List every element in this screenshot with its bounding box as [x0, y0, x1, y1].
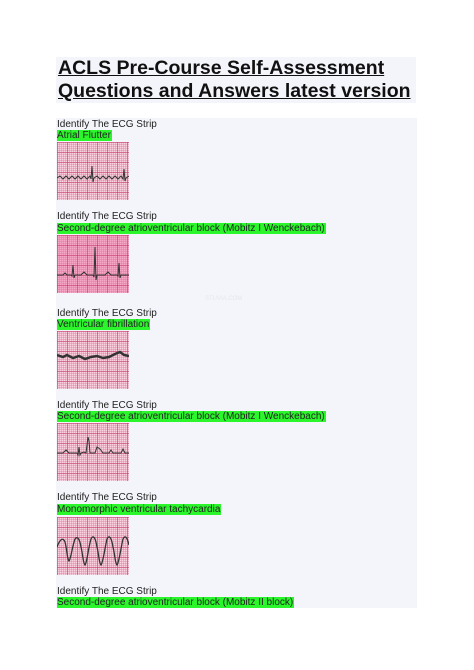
- answer-4: Second-degree atrioventricular block (Mobitz I Wenckebach): [57, 411, 325, 422]
- answer-5: Monomorphic ventricular tachycardia: [57, 504, 221, 515]
- question-prompt-3: Identify The ECG Strip: [57, 308, 157, 319]
- question-prompt-4: Identify The ECG Strip: [57, 400, 157, 411]
- ecg-atrial-flutter-icon: [57, 142, 129, 200]
- ecg-mobitz-1-icon: [57, 423, 129, 481]
- question-prompt-5: Identify The ECG Strip: [57, 492, 157, 503]
- watermark: STUVIA.COM: [205, 296, 243, 302]
- ecg-ventricular-tachycardia-icon: [57, 517, 129, 575]
- question-prompt-6: Identify The ECG Strip: [57, 586, 157, 597]
- ecg-mobitz-1-icon: [57, 235, 129, 293]
- answer-1: Atrial Flutter: [57, 130, 111, 141]
- question-prompt-2: Identify The ECG Strip: [57, 211, 157, 222]
- answer-3: Ventricular fibrillation: [57, 319, 150, 330]
- answer-2: Second-degree atrioventricular block (Mobitz I Wenckebach): [57, 223, 325, 234]
- ecg-ventricular-fibrillation-icon: [57, 331, 129, 389]
- page-title: ACLS Pre-Course Self-Assessment Questions and Answers latest version: [58, 57, 411, 102]
- question-prompt-1: Identify The ECG Strip: [57, 119, 157, 130]
- answer-6: Second-degree atrioventricular block (Mobitz II block): [57, 597, 294, 608]
